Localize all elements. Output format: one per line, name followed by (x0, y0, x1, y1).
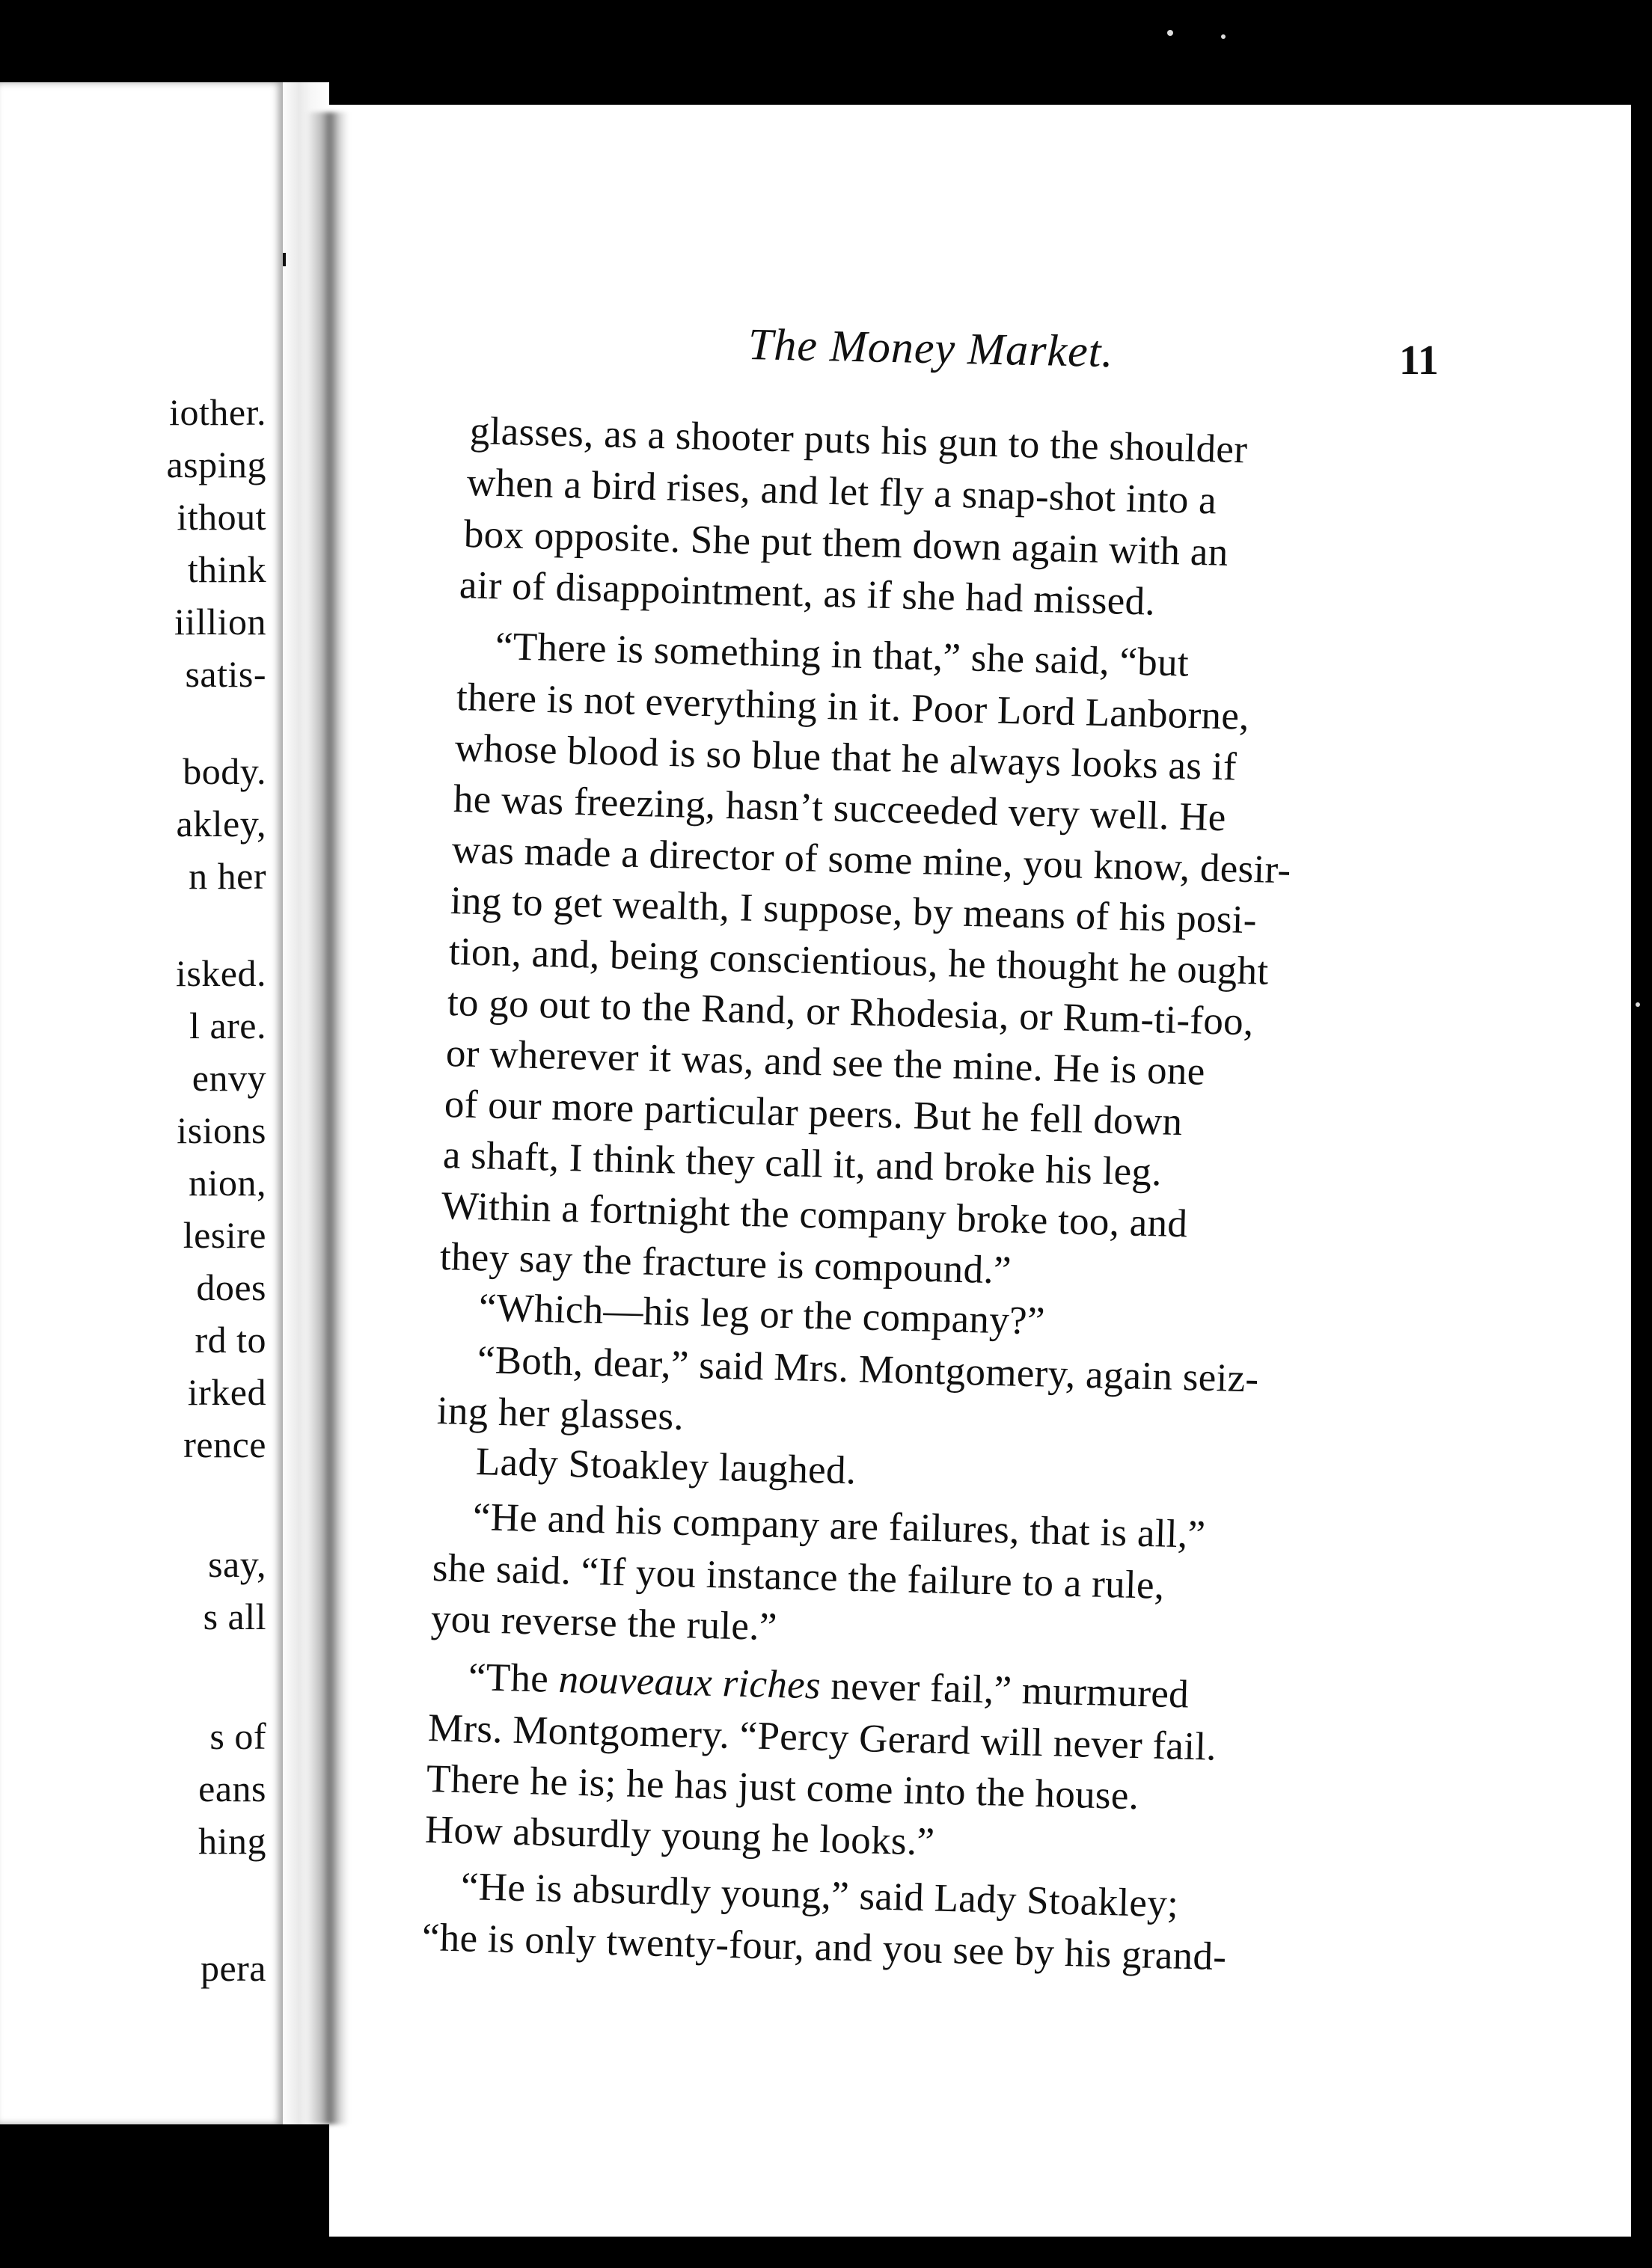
left-line: pera (200, 1947, 266, 1989)
italic-phrase: nouveaux riches (557, 1657, 822, 1708)
dust-speck (1636, 1002, 1640, 1007)
body-line: “he is only twenty-four, and you see by his grand- (421, 1916, 1227, 1979)
body-line: when a bird rises, and let fly a snap-shot into a (466, 461, 1217, 523)
body-line: box opposite. She put them down again with an (463, 512, 1229, 574)
page-number: 11 (1399, 337, 1439, 384)
left-line: s of (209, 1715, 266, 1757)
left-line: nion, (189, 1162, 266, 1204)
left-line: asping (166, 444, 266, 485)
body-line: Within a fortnight the company broke too, and (441, 1184, 1188, 1246)
left-line: eans (198, 1768, 266, 1809)
left-line: envy (192, 1057, 266, 1099)
left-line: s all (203, 1596, 266, 1637)
left-line: rd to (195, 1319, 266, 1361)
left-line: iillion (174, 601, 266, 643)
body-line: he was freezing, hasn’t succeeded very well. He (453, 777, 1227, 840)
left-line: hing (198, 1820, 266, 1862)
body-text: never fail,” murmured (830, 1664, 1190, 1717)
body-line: How absurdly young he looks.” (424, 1808, 935, 1864)
left-line: ithout (177, 496, 266, 538)
body-line: glasses, as a shooter puts his gun to the shoulder (469, 409, 1248, 472)
left-line: isked. (175, 952, 266, 994)
body-line: of our more particular peers. But he fell down (444, 1082, 1184, 1144)
body-text: “The (468, 1655, 549, 1701)
gutter-shadow (307, 112, 349, 2124)
left-line: l are. (189, 1005, 266, 1046)
left-line: rence (183, 1423, 266, 1465)
body-line: a shaft, I think they call it, and broke his leg. (442, 1133, 1163, 1195)
body-line: ing to get wealth, I suppose, by means of his posi- (450, 879, 1258, 943)
body-line: to go out to the Rand, or Rhodesia, or Rum-ti-foo, (447, 981, 1255, 1044)
body-line: you reverse the rule.” (430, 1597, 778, 1649)
body-line: There he is; he has just come into the house. (426, 1757, 1139, 1818)
left-page (0, 82, 283, 2124)
dust-speck (1221, 34, 1226, 39)
left-line: body. (183, 750, 266, 792)
gutter-mark (283, 253, 286, 266)
left-line: irked (187, 1371, 266, 1413)
body-line: tion, and, being conscientious, he thought he ought (448, 930, 1270, 993)
dust-speck (1167, 30, 1173, 36)
body-line: “He is absurdly young,” said Lady Stoakley; (460, 1865, 1179, 1926)
body-line: Lady Stoakley laughed. (475, 1440, 857, 1493)
body-line: ing her glasses. (436, 1389, 685, 1439)
body-line: Mrs. Montgomery. “Percy Gerard will never fail. (427, 1706, 1217, 1769)
left-line: n her (189, 855, 266, 897)
body-line: whose blood is so blue that he always looks as if (454, 726, 1238, 789)
running-head: The Money Market. (747, 319, 1115, 377)
body-line: “There is something in that,” she said, “but (495, 625, 1190, 685)
body-line: or wherever it was, and see the mine. He is one (445, 1032, 1206, 1094)
body-line: “Both, dear,” said Mrs. Montgomery, again seiz- (477, 1338, 1260, 1401)
body-line: “Which—his leg or the company?” (478, 1286, 1046, 1343)
left-line: iother. (169, 391, 266, 433)
left-line: lesire (183, 1214, 266, 1256)
body-line: she said. “If you instance the failure to a rule, (432, 1546, 1166, 1607)
left-line: isions (177, 1109, 266, 1151)
body-line: they say the fracture is compound.” (439, 1235, 1012, 1293)
left-line: think (187, 548, 266, 590)
left-line: satis- (185, 653, 266, 695)
body-line: air of disappointment, as if she had missed. (459, 563, 1156, 624)
left-line: akley, (176, 803, 266, 845)
body-line: “He and his company are failures, that is all,” (472, 1495, 1206, 1557)
body-line: was made a director of some mine, you know, desir- (451, 828, 1292, 892)
body-line: there is not everything in it. Poor Lord Lanborne, (456, 675, 1250, 738)
left-line: does (196, 1266, 266, 1308)
left-line: say, (208, 1543, 266, 1585)
